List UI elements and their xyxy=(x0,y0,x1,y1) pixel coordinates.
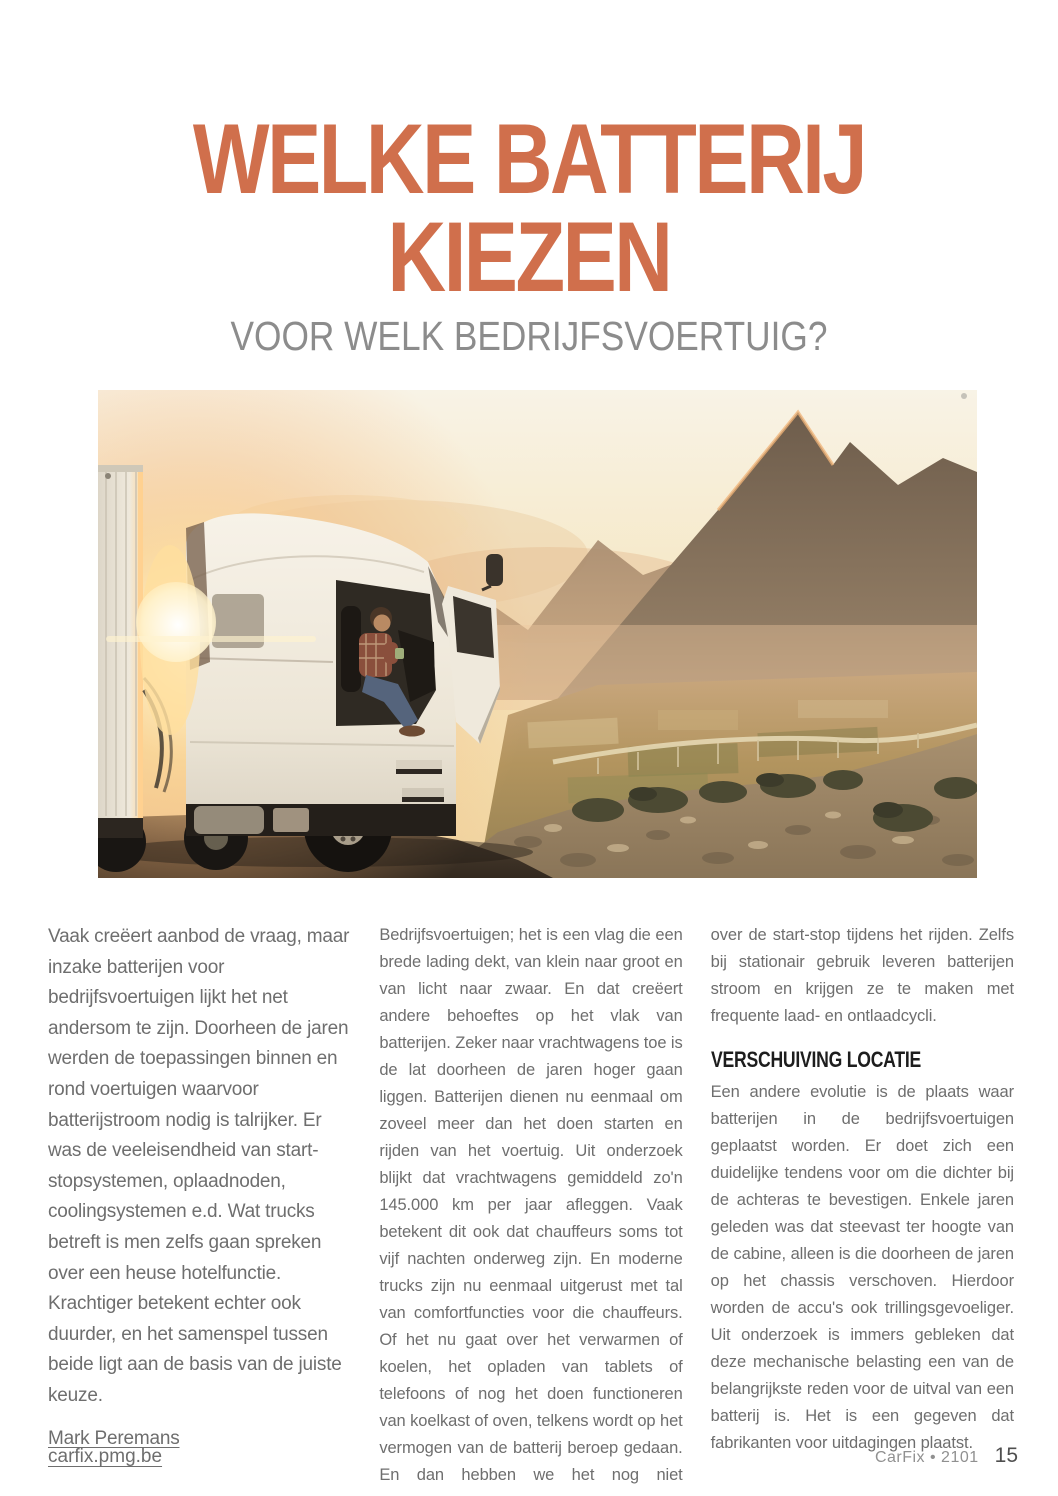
hero-photo-truck-sunset xyxy=(98,390,977,878)
body-paragraph-col3-2: Een andere evolutie is de plaats waar batterijen in de bedrijfsvoertuigen geplaatst worden. Er doet zich een duidelijke tendens voor om die dichter bij de achteras te bevestigen. Enkele jaren geleden was dat steevast ter hoogte van de cabine, alleen is die doorheen de jaren op het chassis verschoven. Hierdoor worden de accu's ook trillingsgevoeliger. Uit onderzoek is immers gebleken dat deze mechanische belasting een van de belangrijkste reden voor de uitval van een batterij is. Het is een gegeven dat fabrikanten voor uitdagingen plaatst. xyxy=(710,1083,1014,1452)
body-paragraph-col2: Bedrijfsvoertuigen; het is een vlag die een brede lading dekt, van klein naar groot en van licht naar zwaar. En dat creëert andere behoeftes op het vlak van batterijen. Zeker naar vrachtwagens toe is de lat doorheen de jaren hoger gaan liggen. Batterijen dienen nu eenmaal om zoveel meer dan het doen starten en rijden van het voertuig. Uit onderzoek blijkt dat vrachtwagens gemiddeld zo'n 145.000 km per jaar afleggen. Vaak betekent dit ook dat chauffeurs soms tot vijf nachten onderweg zijn. En moderne trucks zijn nu eenmaal uitgerust met tal van comfortfuncties voor die chauffeurs. Of het nu gaat over het verwarmen of koelen, het opladen van tablets of telefoons of nog het doen functioneren van koelkast of oven, telkens wordt op het vermogen van de batterij beroep gedaan. En dan hebben we het nog niet xyxy=(379,926,683,1484)
page-title xyxy=(95,103,963,312)
magazine-issue: CarFix • 2101 xyxy=(874,1449,979,1466)
intro-paragraph: Vaak creëert aanbod de vraag, maar inzake batterijen voor bedrijfsvoertuigen lijkt het net andersom te zijn. Doorheen de jaren werden de toepassingen binnen en rond voertuigen waarvoor batterijstroom nodig is talrijker. Er was de veeleisendheid van start-stopsystemen, oplaadnoden, coolingsystemen e.d. Wat trucks betreft is men zelfs gaan spreken over een heuse hotelfunctie. Krachtiger betekent echter ook duurder, en het samenspel tussen beide ligt aan de basis van de juiste keuze. xyxy=(48,926,350,1406)
title-line-2: KIEZEN xyxy=(387,201,671,312)
website-link[interactable]: carfix.pmg.be xyxy=(48,1446,163,1467)
page-footer xyxy=(48,1444,1018,1468)
intro-column xyxy=(48,922,351,1489)
body-paragraph-col3-1: over de start-stop tijdens het rijden. Zelfs bij stationair gebruik leveren batterijen stroom en krijgen ze te maken met frequente laad- en ontlaadcycli. xyxy=(710,926,1014,1025)
body-column-3 xyxy=(711,922,1014,1489)
author-byline: Mark Peremans xyxy=(48,1427,180,1449)
section-heading: VERSCHUIVING LOCATIE xyxy=(710,1047,921,1072)
article-body xyxy=(48,922,1014,1489)
body-column-2 xyxy=(379,922,682,1489)
title-line-1: WELKE BATTERIJ xyxy=(192,103,866,214)
article-header xyxy=(0,103,1058,359)
article-subtitle: VOOR WELK BEDRIJFSVOERTUIG? xyxy=(230,313,828,359)
photo-artifact xyxy=(961,393,967,399)
page-number: 15 xyxy=(994,1444,1018,1467)
folio xyxy=(875,1444,1018,1468)
